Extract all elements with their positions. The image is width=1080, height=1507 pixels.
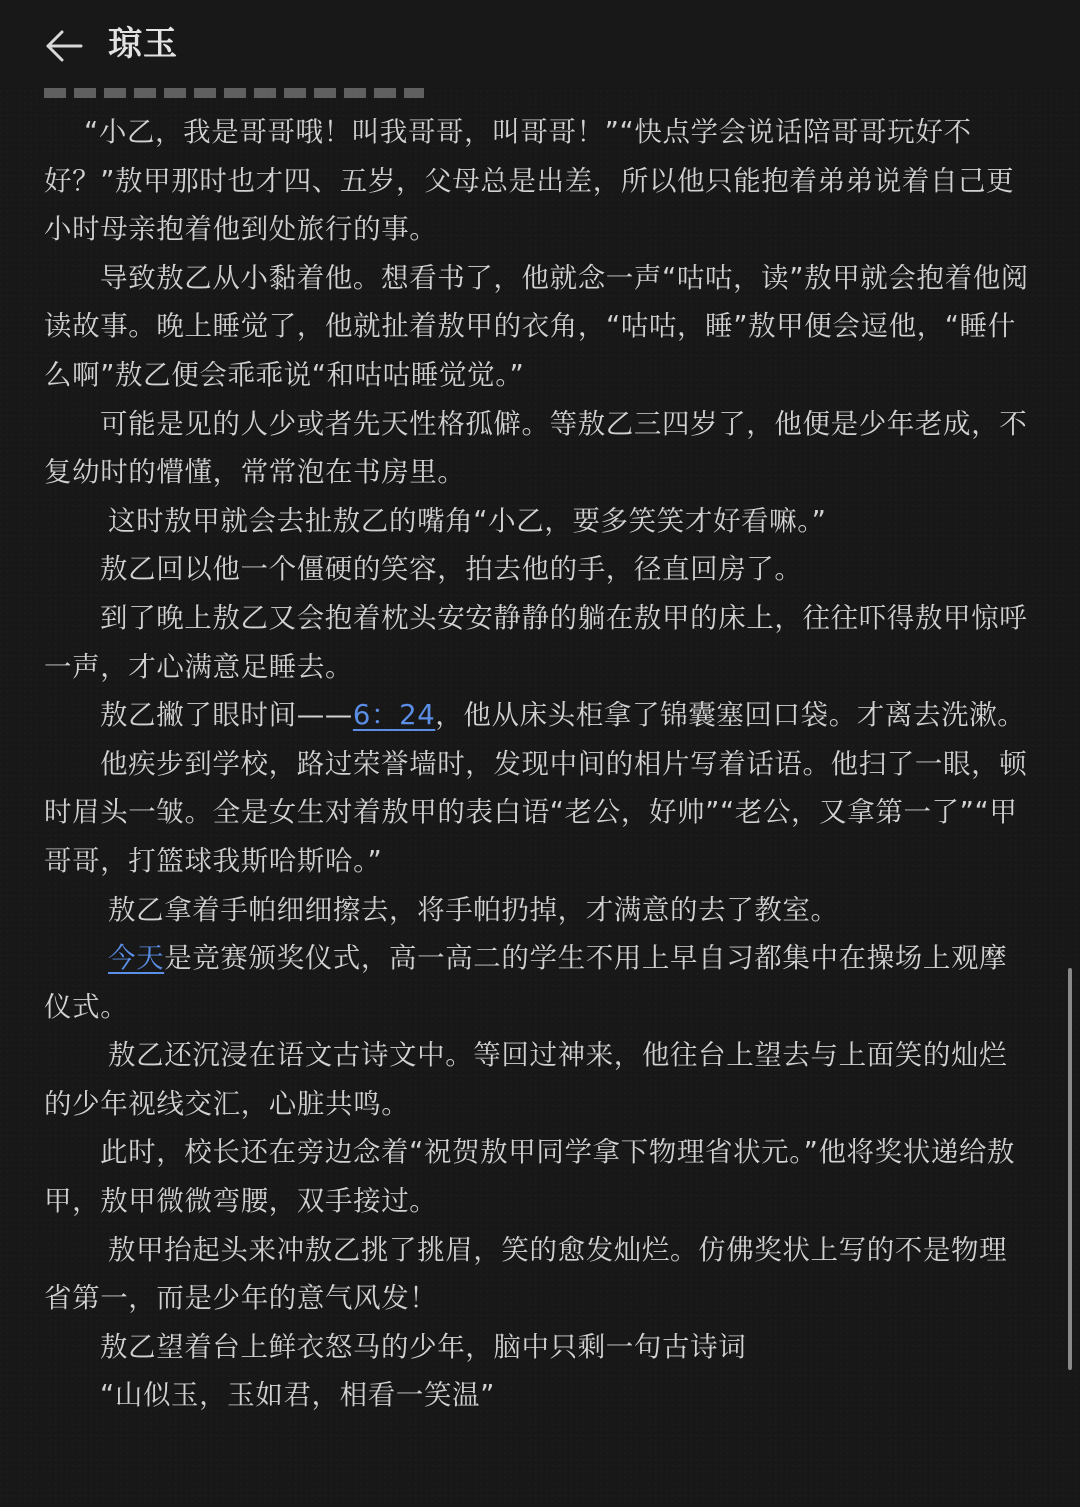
paragraph: “山似玉，玉如君，相看一笑温” [100, 1379, 495, 1412]
paragraph: 敖乙望着台上鲜衣怒马的少年，脑中只剩一句古诗词 [100, 1330, 747, 1363]
paragraph: 可能是见的人少或者先天性格孤僻。等敖乙三四岁了，他便是少年老成，不复幼时的懵懂，常常泡在书房里。 [44, 407, 1028, 489]
paragraph: 敖乙回以他一个僵硬的笑容，拍去他的手，径直回房了。 [100, 553, 803, 586]
date-link[interactable]: 今天 [108, 942, 165, 975]
paragraph: 他疾步到学校，路过荣誉墙时，发现中间的相片写着话语。他扫了一眼，顿时眉头一皱。全是女生对着敖甲的表白语“老公，好帅”“老公，又拿第一了”“甲哥哥，打篮球我斯哈斯哈。” [44, 747, 1028, 877]
paragraph: 这时敖甲就会去扯敖乙的嘴角“小乙，要多笑笑才好看嘛。” [108, 504, 827, 537]
paragraph: 敖乙拿着手帕细细擦去，将手帕扔掉，才满意的去了教室。 [108, 893, 839, 926]
paragraph: 到了晚上敖乙又会抱着枕头安安静静的躺在敖甲的床上，往往吓得敖甲惊呼一声，才心满意足睡去。 [44, 601, 1028, 683]
paragraph-text: 是竞赛颁奖仪式，高一高二的学生不用上早自习都集中在操场上观摩仪式。 [44, 942, 1008, 1023]
time-link[interactable]: 6：24 [352, 699, 436, 732]
scrollbar[interactable] [1068, 968, 1072, 1370]
paragraph [44, 934, 1034, 1031]
paragraph: 敖乙还沉浸在语文古诗文中。等回过神来，他往台上望去与上面笑的灿烂的少年视线交汇，心脏共鸣。 [44, 1039, 1008, 1120]
paragraph: 敖甲抬起头来冲敖乙挑了挑眉，笑的愈发灿烂。仿佛奖状上写的不是物理省第一，而是少年的意气风发！ [44, 1233, 1008, 1315]
page-title: 琼玉 [108, 24, 178, 64]
paragraph: “小乙，我是哥哥哦！叫我哥哥，叫哥哥！”“快点学会说话陪哥哥玩好不好？”敖甲那时也才四、五岁，父母总是出差，所以他只能抱着弟弟说着自己更小时母亲抱着他到处旅行的事。 [44, 116, 1015, 246]
arrow-left-icon[interactable] [44, 26, 84, 66]
paragraph: 此时，校长还在旁边念着“祝贺敖甲同学拿下物理省状元。”他将奖状递给敖甲，敖甲微微弯腰，双手接过。 [44, 1136, 1016, 1218]
paragraph-text: ，他从床头柜拿了锦囊塞回口袋。才离去洗漱。 [435, 699, 1026, 732]
article-body[interactable] [44, 108, 1034, 1420]
paragraph [44, 691, 1034, 740]
paragraph: 导致敖乙从小黏着他。想看书了，他就念一声“咕咕，读”敖甲就会抱着他阅读故事。晚上睡觉了，他就扯着敖甲的衣角，“咕咕，睡”敖甲便会逗他，“睡什么啊”敖乙便会乖乖说“和咕咕睡觉觉。” [44, 261, 1029, 391]
top-bar [0, 0, 1080, 88]
paragraph-text: 敖乙撇了眼时间—— [100, 699, 353, 732]
